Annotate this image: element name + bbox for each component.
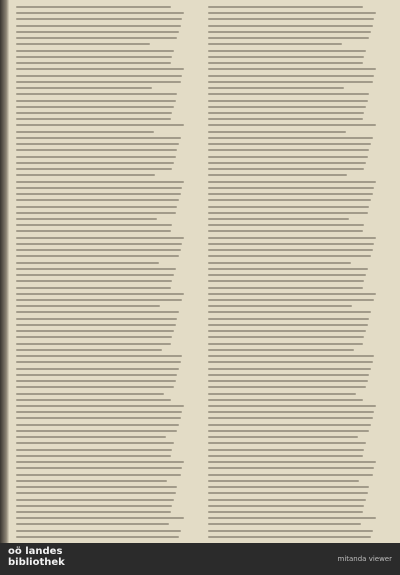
text-line-placeholder (16, 181, 184, 183)
text-line-placeholder (16, 174, 155, 176)
text-line-placeholder (16, 336, 172, 338)
text-line-placeholder (208, 43, 342, 45)
text-line-placeholder (208, 349, 354, 351)
text-line-placeholder (208, 168, 364, 170)
text-line-placeholder (208, 393, 356, 395)
text-line-placeholder (16, 299, 182, 301)
text-line-placeholder (208, 18, 374, 20)
text-line-placeholder (16, 87, 152, 89)
text-line-placeholder (208, 355, 374, 357)
text-line-placeholder (208, 336, 364, 338)
text-line-placeholder (208, 499, 366, 501)
text-line-placeholder (16, 50, 174, 52)
text-line-placeholder (208, 118, 363, 120)
text-line-placeholder (208, 255, 371, 257)
text-line-placeholder (16, 149, 177, 151)
text-line-placeholder (208, 405, 376, 407)
text-line-placeholder (208, 374, 369, 376)
text-line-placeholder (208, 112, 364, 114)
text-line-placeholder (208, 193, 373, 195)
text-line-placeholder (16, 274, 174, 276)
text-line-placeholder (16, 492, 176, 494)
text-line-placeholder (16, 430, 177, 432)
text-line-placeholder (16, 143, 179, 145)
text-line-placeholder (16, 361, 181, 363)
text-line-placeholder (208, 156, 368, 158)
text-line-placeholder (16, 461, 184, 463)
text-column-left (16, 6, 184, 538)
text-line-placeholder (208, 218, 349, 220)
text-line-placeholder (16, 399, 171, 401)
text-line-placeholder (16, 287, 171, 289)
text-line-placeholder (16, 474, 181, 476)
text-line-placeholder (16, 280, 172, 282)
text-line-placeholder (16, 517, 184, 519)
text-line-placeholder (16, 417, 181, 419)
text-column-right (208, 6, 376, 538)
text-line-placeholder (16, 137, 181, 139)
text-line-placeholder (16, 18, 182, 20)
text-line-placeholder (16, 330, 174, 332)
text-line-placeholder (16, 56, 172, 58)
text-line-placeholder (16, 100, 176, 102)
text-line-placeholder (208, 343, 363, 345)
text-line-placeholder (16, 75, 182, 77)
text-line-placeholder (208, 486, 369, 488)
text-line-placeholder (16, 424, 179, 426)
text-line-placeholder (208, 56, 364, 58)
text-line-placeholder (16, 523, 169, 525)
text-line-placeholder (208, 455, 363, 457)
text-line-placeholder (208, 37, 369, 39)
library-logo[interactable] (8, 546, 65, 568)
text-line-placeholder (16, 262, 159, 264)
text-line-placeholder (208, 311, 371, 313)
text-line-placeholder (16, 62, 171, 64)
text-line-placeholder (208, 424, 371, 426)
text-line-placeholder (16, 393, 164, 395)
text-line-placeholder (208, 212, 368, 214)
text-line-placeholder (16, 162, 174, 164)
text-line-placeholder (16, 449, 172, 451)
text-line-placeholder (16, 386, 174, 388)
text-line-placeholder (208, 224, 364, 226)
text-line-placeholder (208, 523, 361, 525)
text-line-placeholder (16, 199, 179, 201)
text-line-placeholder (208, 243, 374, 245)
text-line-placeholder (16, 436, 166, 438)
logo-line-1: oö landes (8, 546, 63, 557)
text-line-placeholder (208, 249, 373, 251)
text-line-placeholder (208, 386, 366, 388)
text-line-placeholder (16, 536, 179, 538)
text-line-placeholder (16, 311, 179, 313)
text-line-placeholder (208, 505, 364, 507)
text-line-placeholder (208, 131, 346, 133)
text-line-placeholder (16, 93, 177, 95)
text-line-placeholder (16, 224, 172, 226)
text-line-placeholder (208, 199, 371, 201)
text-line-placeholder (208, 380, 368, 382)
text-line-placeholder (16, 530, 181, 532)
text-line-placeholder (208, 268, 368, 270)
text-line-placeholder (16, 255, 179, 257)
text-line-placeholder (208, 467, 374, 469)
text-line-placeholder (16, 230, 171, 232)
text-line-placeholder (208, 68, 376, 70)
text-line-placeholder (208, 149, 369, 151)
text-line-placeholder (16, 156, 176, 158)
text-line-placeholder (16, 411, 182, 413)
text-line-placeholder (208, 480, 359, 482)
text-line-placeholder (208, 25, 373, 27)
text-line-placeholder (208, 237, 376, 239)
text-line-placeholder (16, 193, 181, 195)
text-line-placeholder (208, 274, 366, 276)
text-line-placeholder (16, 486, 177, 488)
text-line-placeholder (208, 162, 366, 164)
text-line-placeholder (16, 68, 184, 70)
text-line-placeholder (208, 106, 366, 108)
text-line-placeholder (16, 293, 184, 295)
text-line-placeholder (208, 143, 371, 145)
text-line-placeholder (208, 62, 363, 64)
text-line-placeholder (208, 230, 363, 232)
text-line-placeholder (208, 411, 374, 413)
text-line-placeholder (16, 405, 184, 407)
text-line-placeholder (16, 368, 179, 370)
text-line-placeholder (208, 137, 373, 139)
text-line-placeholder (208, 81, 373, 83)
text-line-placeholder (208, 124, 376, 126)
text-line-placeholder (208, 436, 358, 438)
text-line-placeholder (208, 50, 366, 52)
text-line-placeholder (16, 237, 184, 239)
text-line-placeholder (16, 243, 182, 245)
text-line-placeholder (16, 380, 176, 382)
text-line-placeholder (16, 442, 174, 444)
text-line-placeholder (16, 318, 177, 320)
text-line-placeholder (16, 324, 176, 326)
text-line-placeholder (16, 249, 181, 251)
text-line-placeholder (208, 262, 351, 264)
text-line-placeholder (16, 268, 176, 270)
text-line-placeholder (16, 374, 177, 376)
text-line-placeholder (208, 368, 371, 370)
text-line-placeholder (208, 174, 347, 176)
text-line-placeholder (16, 455, 171, 457)
text-line-placeholder (208, 361, 373, 363)
text-line-placeholder (208, 430, 369, 432)
text-line-placeholder (16, 37, 177, 39)
text-line-placeholder (16, 218, 157, 220)
text-line-placeholder (16, 305, 160, 307)
text-line-placeholder (16, 349, 162, 351)
text-line-placeholder (208, 181, 376, 183)
text-line-placeholder (208, 399, 363, 401)
text-line-placeholder (208, 474, 373, 476)
text-line-placeholder (16, 511, 171, 513)
text-line-placeholder (208, 293, 376, 295)
text-line-placeholder (16, 106, 174, 108)
text-line-placeholder (16, 12, 184, 14)
text-line-placeholder (208, 305, 352, 307)
viewer-label: mitanda viewer (337, 555, 392, 563)
text-line-placeholder (208, 492, 368, 494)
text-line-placeholder (208, 93, 369, 95)
text-line-placeholder (208, 442, 366, 444)
text-line-placeholder (16, 118, 171, 120)
text-line-placeholder (208, 461, 376, 463)
text-line-placeholder (208, 287, 363, 289)
text-line-placeholder (16, 206, 177, 208)
text-line-placeholder (16, 124, 184, 126)
text-line-placeholder (208, 280, 364, 282)
text-line-placeholder (208, 517, 376, 519)
viewer-footer (0, 543, 400, 575)
text-line-placeholder (16, 112, 172, 114)
text-line-placeholder (208, 330, 366, 332)
text-line-placeholder (16, 499, 174, 501)
text-line-placeholder (16, 480, 167, 482)
text-line-placeholder (208, 530, 373, 532)
text-line-placeholder (208, 6, 363, 8)
text-line-placeholder (16, 31, 179, 33)
text-line-placeholder (16, 467, 182, 469)
text-line-placeholder (16, 81, 181, 83)
text-line-placeholder (16, 343, 171, 345)
text-line-placeholder (208, 536, 371, 538)
text-line-placeholder (208, 75, 374, 77)
text-line-placeholder (208, 299, 374, 301)
text-line-placeholder (16, 187, 182, 189)
text-line-placeholder (208, 324, 368, 326)
text-line-placeholder (208, 449, 364, 451)
text-line-placeholder (208, 511, 363, 513)
text-line-placeholder (16, 505, 172, 507)
text-line-placeholder (16, 6, 171, 8)
text-line-placeholder (208, 87, 344, 89)
text-line-placeholder (208, 206, 369, 208)
text-line-placeholder (16, 43, 150, 45)
logo-line-2: bibliothek (8, 557, 65, 568)
page-binding-edge (0, 0, 9, 543)
text-line-placeholder (208, 12, 376, 14)
text-line-placeholder (16, 168, 172, 170)
text-line-placeholder (16, 131, 154, 133)
text-line-placeholder (208, 318, 369, 320)
text-line-placeholder (16, 212, 176, 214)
text-line-placeholder (208, 187, 374, 189)
text-line-placeholder (208, 100, 368, 102)
text-line-placeholder (208, 417, 373, 419)
text-line-placeholder (16, 355, 182, 357)
text-line-placeholder (16, 25, 181, 27)
text-line-placeholder (208, 31, 371, 33)
